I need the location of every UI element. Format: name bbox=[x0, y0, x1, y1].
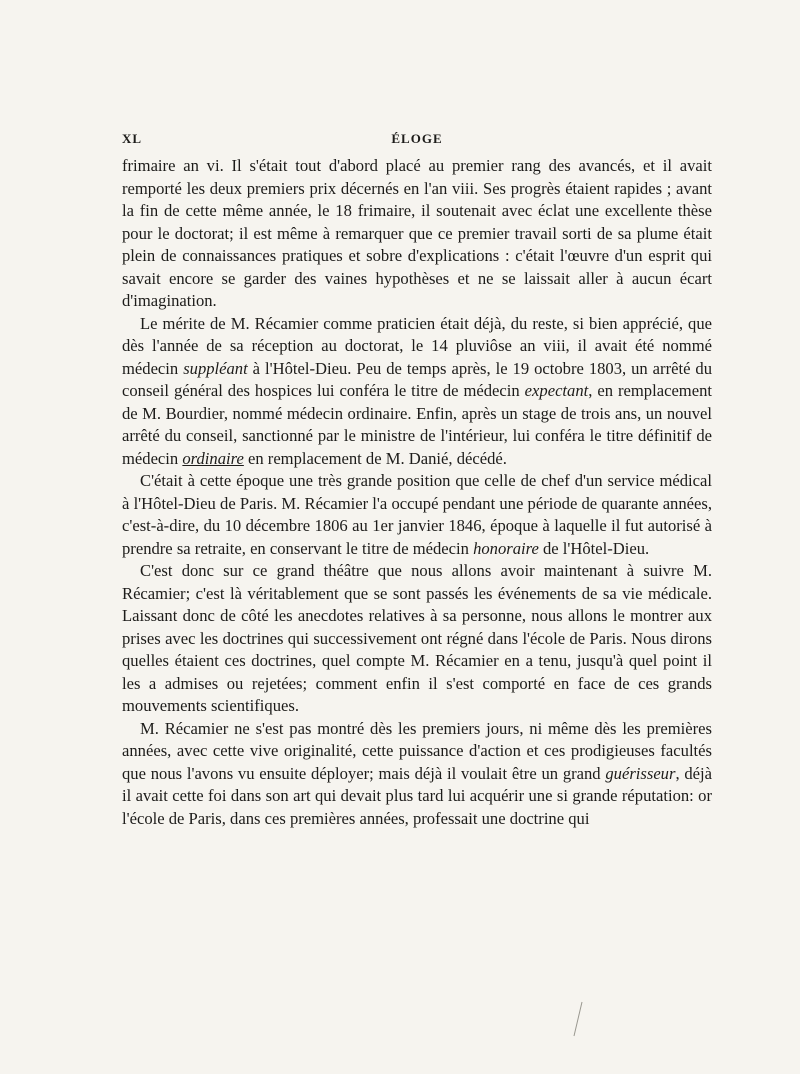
paragraph-p5 bbox=[122, 718, 712, 831]
text-segment: , en remplacement de M. Bourdier, nommé médecin ordinaire. Enfin, après un stage de trois ans, un nouvel arrêté du conseil, sanctionné par le ministre de l'intérieur, lui conféra le titre définitif de médecin bbox=[122, 381, 712, 468]
text-segment: suppléant bbox=[183, 358, 248, 378]
text-segment: C'est donc sur ce grand théâtre que nous allons avoir maintenant à suivre M. Récamier; c'est là véritablement que se sont passés les événements de sa vie médicale. Laissant donc de côté les anecdotes relatives à sa personne, nous allons le montrer aux prises avec les doctrines qui successivement ont régné dans l'école de Paris. Nous dirons quelles étaient ces doctrines, quel compte M. Récamier en a tenu, jusqu'à quel point il les a admises ou rejetées; comment enfin il s'est comporté en face de ces grands mouvements scientifiques. bbox=[122, 561, 712, 715]
pencil-mark bbox=[568, 1000, 588, 1040]
text-segment: de l'Hôtel-Dieu. bbox=[538, 538, 650, 558]
text-segment: honoraire bbox=[473, 538, 539, 558]
paragraph-p4 bbox=[122, 560, 712, 718]
text-segment: frimaire an vi. Il s'était tout d'abord placé au premier rang des avancés, et il avait remporté les deux premiers prix décernés en l'an viii. Ses progrès étaient rapides ; avant la fin de cette même année, le 18 frimaire, il soutenait avec éclat une excellente thèse pour le doctorat; il est même à remarquer que ce premier travail sorti de sa plume était plein de connaissances pratiques et sobre d'explications : c'était l'œuvre d'un esprit qui savait encore se garder des vaines hypothèses et ne se laissait aller à aucun écart d'imagination. bbox=[122, 156, 712, 310]
page-number: XL bbox=[122, 131, 143, 146]
paragraph-p3 bbox=[122, 470, 712, 560]
body-text bbox=[122, 155, 712, 830]
text-segment: à l'Hôtel-Dieu. Peu de temps après, le 19 octobre 1803, un arrêté du conseil général des hospices lui conféra le titre de médecin bbox=[122, 358, 713, 400]
page-header bbox=[122, 131, 712, 151]
running-title: ÉLOGE bbox=[391, 131, 443, 146]
text-segment: ordinaire bbox=[182, 448, 244, 468]
text-segment: Le mérite de M. Récamier comme praticien était déjà, du reste, si bien apprécié, que dès l'année de sa réception au doctorat, le 14 pluviôse an viii, il avait été nommé médecin bbox=[122, 313, 712, 378]
text-segment: expectant bbox=[524, 381, 589, 400]
paragraph-p1 bbox=[122, 155, 712, 313]
text-segment: M. Récamier ne s'est pas montré dès les premiers jours, ni même dès les premières années, avec cette vive originalité, cette puissance d'action et ces prodigieuses facultés que nous l'avons vu ensuite déployer; mais déjà il voulait être un grand bbox=[122, 718, 712, 783]
text-segment: , déjà il avait cette foi dans son art qui devait plus tard lui acquérir une si grande réputation: or l'école de Paris, dans ces premières années, professait une doctrine qui bbox=[122, 763, 712, 828]
paragraph-p2 bbox=[122, 313, 712, 471]
text-segment: en remplacement de M. Danié, décédé. bbox=[243, 448, 507, 468]
text-segment: guérisseur bbox=[605, 763, 676, 783]
text-segment: C'était à cette époque une très grande position que celle de chef d'un service médical à l'Hôtel-Dieu de Paris. M. Récamier l'a occupé pendant une période de quarante années, c'est-à-dire, du 10 décembre 1806 au 1er janvier 1846, époque à laquelle il fut autorisé à prendre sa retraite, en conservant le titre de médecin bbox=[122, 471, 712, 558]
